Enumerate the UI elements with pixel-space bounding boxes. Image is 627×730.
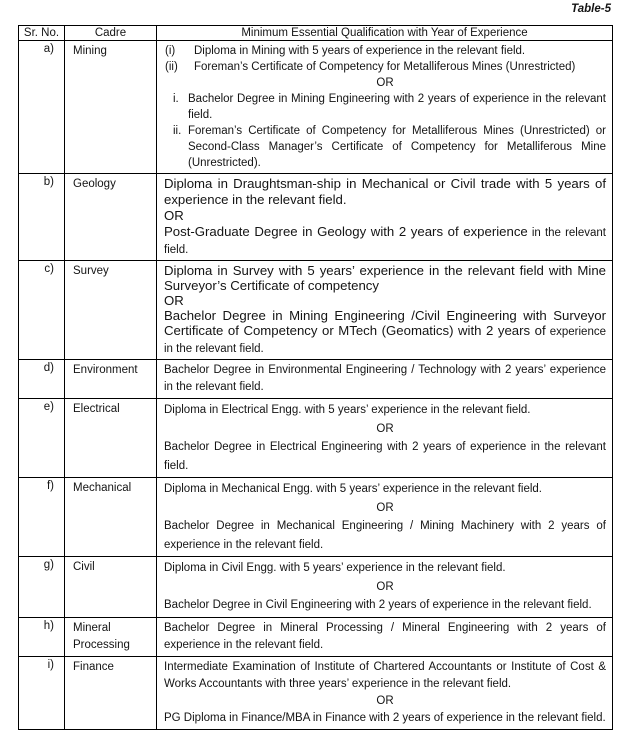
qualification-item [164,43,606,59]
cell-sr-no: a) [19,41,65,174]
qualification-text: Bachelor Degree in Mining Engineering with 2 years of experience in the relevant field. [188,93,606,121]
qualification-paragraph [164,659,606,693]
qualification-paragraph [164,176,606,208]
table-caption: Table-5 [571,3,611,15]
qualification-text: Bachelor Degree in Civil Engineering with 2 years of experience in the relevant field. [164,599,592,611]
cell-qualification [157,174,613,261]
qualification-text: Diploma in Electrical Engg. with 5 years’ experience in the relevant field. [164,404,531,416]
or-separator: OR [376,422,394,435]
qualification-paragraph [164,308,606,357]
table-row [19,360,613,399]
qualification-text: Bachelor Degree in Mechanical Engineering / Mining Machinery with 2 years of experience in the relevant field. [164,520,606,551]
or-separator: OR [376,77,394,89]
cell-sr-no: d) [19,360,65,399]
table-row [19,399,613,478]
table-body [19,41,613,730]
qualification-text: PG Diploma in Finance/MBA in Finance with 2 years of experience in the relevant field. [164,711,606,724]
qualification-table [18,25,613,730]
qualification-text: Diploma in Draughtsman-ship in Mechanical or Civil trade with 5 years of experience in the relevant field. [164,176,606,207]
qualification-text-small: experience in the relevant field. [164,326,606,355]
table-row [19,174,613,261]
cell-qualification [157,557,613,618]
qualification-text: Bachelor Degree in Mining Engineering /Civil Engineering with Surveyor Certificate of Competency or MTech (Geomatics) with 2 years of [164,308,606,338]
table-row [19,557,613,618]
list-marker: (ii) [165,61,178,73]
cell-sr-no: h) [19,617,65,656]
or-separator: OR [164,208,184,223]
qualification-text: Foreman’s Certificate of Competency for Metalliferous Mines (Unrestricted) or Second-Class Manager’s Certificate of Competency for Metalliferous Mine (Unrestricted). [188,125,606,169]
qualification-paragraph [164,710,606,727]
qualification-paragraph [164,401,606,420]
cell-sr-no: g) [19,557,65,618]
cell-cadre: Mining [65,41,157,174]
qualification-item [164,91,606,123]
qualification-text: Diploma in Survey with 5 years’ experience in the relevant field with Mine Surveyor’s Certificate of competency [164,263,606,293]
list-marker: i. [173,93,179,105]
cell-sr-no: i) [19,656,65,729]
or-separator: OR [164,293,184,308]
cell-cadre: Mechanical [65,478,157,557]
qualification-text-small: in the relevant field. [164,227,606,256]
qualification-paragraph [164,596,606,615]
qualification-text: Bachelor Degree in Electrical Engineering with 2 years of experience in the relevant field. [164,441,606,472]
cell-cadre: Finance [65,656,157,729]
table-row [19,478,613,557]
cell-qualification [157,617,613,656]
list-marker: ii. [173,125,182,137]
qualification-paragraph [164,620,606,654]
cell-qualification [157,261,613,360]
qualification-paragraph [164,559,606,578]
qualification-text: Diploma in Civil Engg. with 5 years’ experience in the relevant field. [164,562,506,574]
qualification-paragraph [164,438,606,475]
or-separator: OR [376,694,394,707]
cell-cadre: Civil [65,557,157,618]
header-qualification: Minimum Essential Qualification with Year of Experience [157,26,613,41]
cell-qualification [157,478,613,557]
cell-sr-no: e) [19,399,65,478]
cell-cadre: Electrical [65,399,157,478]
qualification-paragraph [164,362,606,396]
qualification-text: Intermediate Examination of Institute of Chartered Accountants or Institute of Cost & Works Accountants with three years’ experience in the relevant field. [164,660,606,690]
cell-qualification [157,360,613,399]
qualification-item [164,123,606,171]
qualification-paragraph [164,224,606,258]
qualification-text: Diploma in Mechanical Engg. with 5 years’ experience in the relevant field. [164,483,542,495]
qualification-paragraph [164,517,606,554]
qualification-text: Diploma in Mining with 5 years of experience in the relevant field. [194,45,526,57]
cell-cadre: Mineral Processing [65,617,157,656]
cell-qualification [157,41,613,174]
cell-qualification [157,399,613,478]
header-row [19,26,613,41]
cell-sr-no: c) [19,261,65,360]
or-separator: OR [376,501,394,514]
or-separator: OR [376,580,394,593]
cell-sr-no: b) [19,174,65,261]
cell-cadre: Environment [65,360,157,399]
cell-cadre: Geology [65,174,157,261]
table-row [19,41,613,174]
qualification-text: Bachelor Degree in Environmental Engineering / Technology with 2 years’ experience in the relevant field. [164,364,606,393]
qualification-text: Foreman’s Certificate of Competency for Metalliferous Mines (Unrestricted) [194,61,576,73]
qualification-text: Bachelor Degree in Mineral Processing / Mineral Engineering with 2 years of experience in the relevant field. [164,621,606,651]
table-row [19,617,613,656]
qualification-paragraph [164,263,606,293]
table-row [19,261,613,360]
qualification-text: Post-Graduate Degree in Geology with 2 years of experience [164,224,528,239]
header-cadre: Cadre [65,26,157,41]
qualification-item [164,59,606,75]
cell-sr-no: f) [19,478,65,557]
header-sr-no: Sr. No. [19,26,65,41]
list-marker: (i) [165,45,176,57]
table-row [19,656,613,729]
qualification-paragraph [164,480,606,499]
cell-cadre: Survey [65,261,157,360]
cell-qualification [157,656,613,729]
